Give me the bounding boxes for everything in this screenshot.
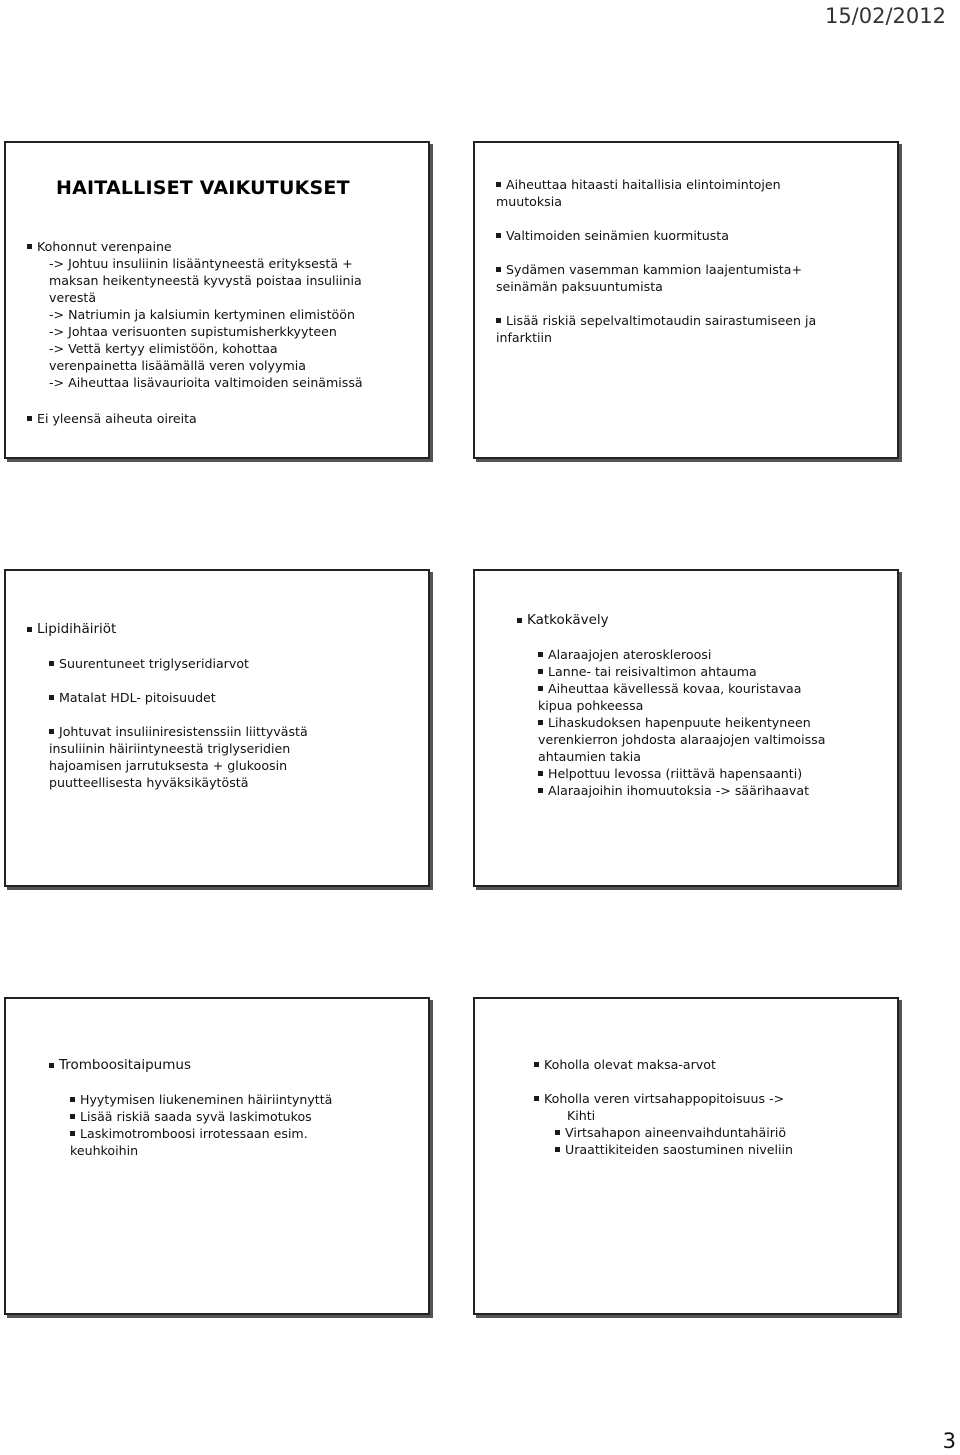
list-item: Lisää riskiä sepelvaltimotaudin sairastumiseen ja infarktiin [496, 313, 817, 345]
list-item: Aiheuttaa kävellessä kovaa, kouristavaa kipua pohkeessa [538, 681, 802, 713]
list-item: Laskimotromboosi irrotessaan esim. keuhkoihin [70, 1126, 308, 1158]
list-item: Uraattikiteiden saostuminen niveliin [565, 1142, 794, 1157]
slide-maksa-arvot [473, 997, 899, 1315]
heading-tromboositaipumus: Tromboositaipumus [59, 1057, 191, 1073]
list-item: Suurentuneet triglyseridiarvot [59, 656, 249, 671]
list-item: Aiheuttaa hitaasti haitallisia elintoimintojen muutoksia [496, 177, 781, 209]
bullet-kohonnut-verenpaine: Kohonnut verenpaine -> Johtuu insuliinin lisääntyneestä erityksestä + maksan heikentyneestä kyvystä poistaa insuliinia verestä -> Natriumin ja kalsiumin kertyminen elimistöön -> Johtaa verisuonten supistumisherkkyyteen -> Vettä kertyy elimistöön, kohottaa verenpainetta lisäämällä veren volyymia -> Aiheuttaa lisävaurioita valtimoiden seinämissä [37, 239, 363, 390]
page-number: 3 [942, 1429, 956, 1453]
list-item: Hyytymisen liukeneminen häiriintynyttä [80, 1092, 333, 1107]
list-item: Helpottuu levossa (riittävä hapensaanti) [548, 766, 803, 781]
list-item: Lihaskudoksen hapenpuute heikentyneen verenkierron johdosta alaraajojen valtimoissa ahtaumien takia [538, 715, 826, 764]
list-item: Alaraajojen ateroskleroosi [548, 647, 712, 662]
header-date: 15/02/2012 [824, 4, 946, 28]
heading-lipidihairiot: Lipidihäiriöt [37, 621, 117, 637]
slide-haitalliset-vaikutukset [4, 141, 430, 459]
slide-katkokavely [473, 569, 899, 887]
heading-katkokavely: Katkokävely [527, 612, 609, 628]
slide-title: HAITALLISET VAIKUTUKSET [56, 177, 350, 199]
list-item: Valtimoiden seinämien kuormitusta [506, 228, 729, 243]
list-item: Johtuvat insuliiniresistenssiin liittyvästä insuliinin häiriintyneestä triglyseridien hajoamisen jarrutuksesta + glukoosin puutteellisesta hyväksikäytöstä [49, 724, 308, 790]
list-item: Sydämen vasemman kammion laajentumista+ seinämän paksuuntumista [496, 262, 803, 294]
slide-lipidihairiot [4, 569, 430, 887]
list-item: Koholla veren virtsahappopitoisuus -> Kihti [544, 1091, 785, 1123]
list-item: Lanne- tai reisivaltimon ahtauma [548, 664, 757, 679]
bullet-ei-oireita: Ei yleensä aiheuta oireita [37, 411, 197, 426]
slide-tromboositaipumus [4, 997, 430, 1315]
slide-muutokset [473, 141, 899, 459]
list-item: Alaraajoihin ihomuutoksia -> säärihaavat [548, 783, 810, 798]
list-item: Matalat HDL- pitoisuudet [59, 690, 216, 705]
list-item: Lisää riskiä saada syvä laskimotukos [80, 1109, 312, 1124]
list-item: Koholla olevat maksa-arvot [544, 1057, 716, 1072]
list-item: Virtsahapon aineenvaihduntahäiriö [565, 1125, 787, 1140]
